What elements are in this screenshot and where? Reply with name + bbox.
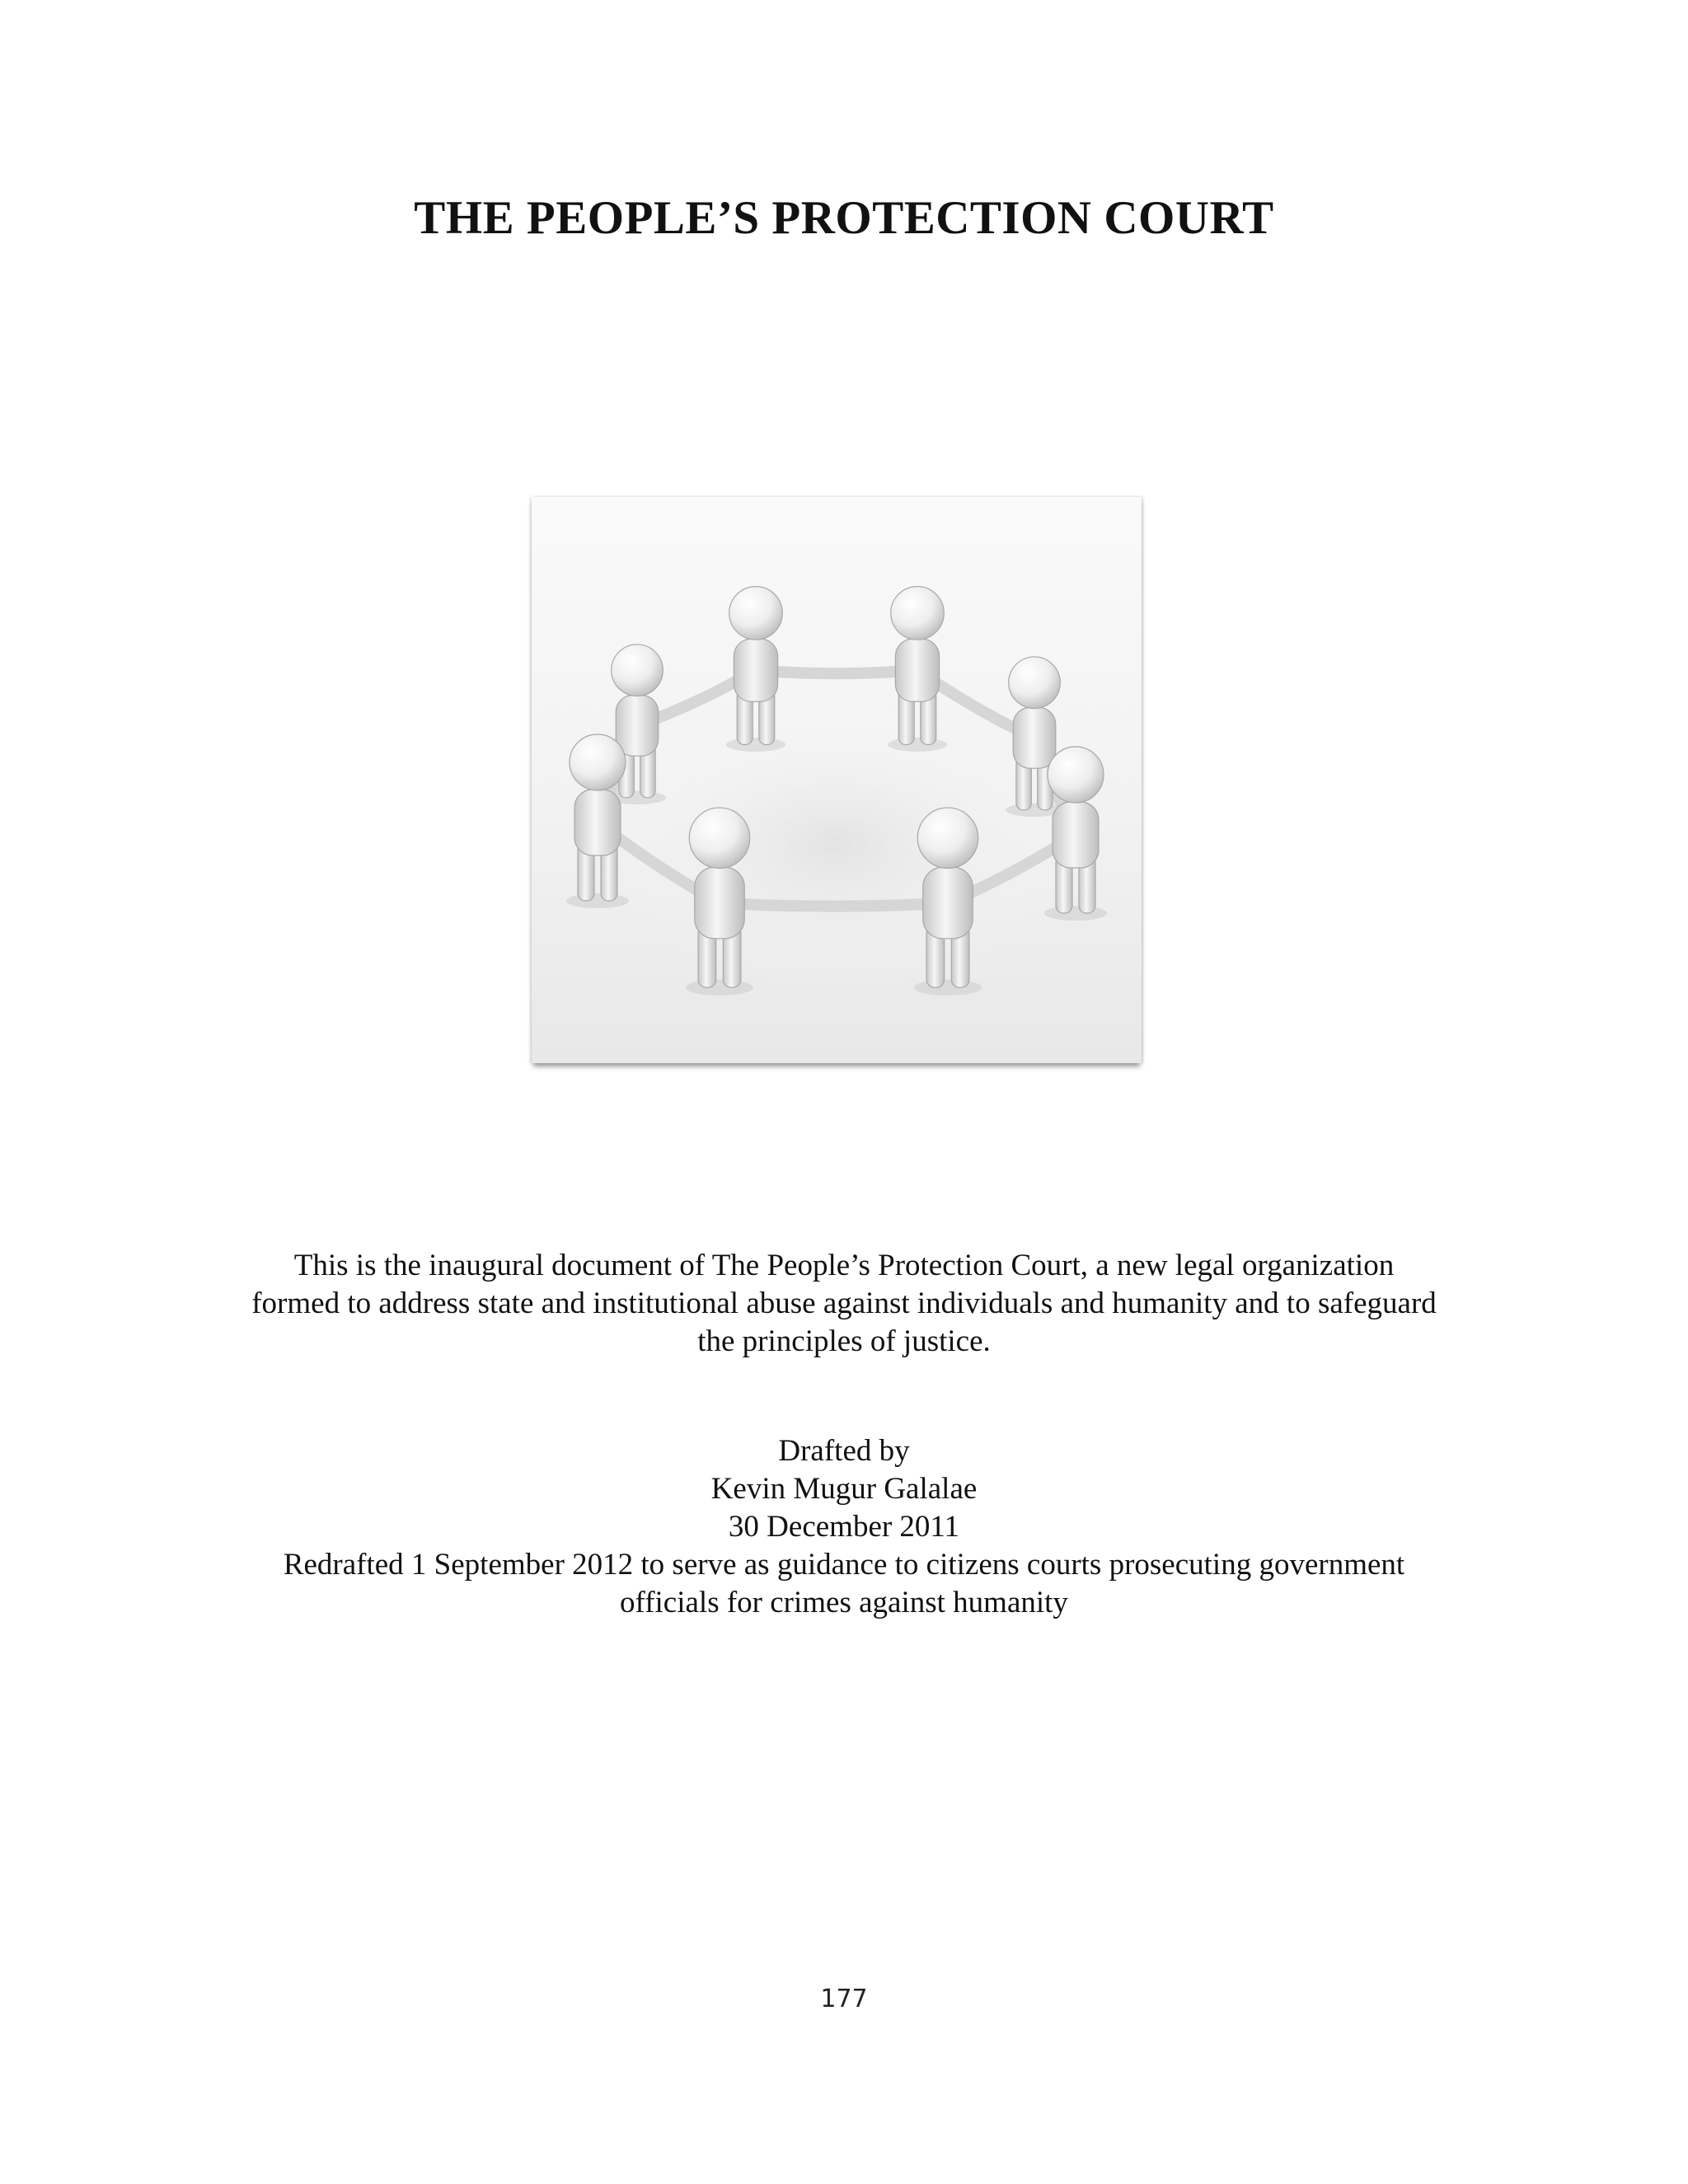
drafted-by-label: Drafted by bbox=[778, 1434, 910, 1468]
credits-block bbox=[0, 1432, 1688, 1622]
arm bbox=[720, 903, 948, 907]
people-circle-icon bbox=[532, 497, 1142, 1063]
intro-line: This is the inaugural document of The People’s Protection Court, a new legal organization bbox=[293, 1249, 1395, 1282]
draft-date: 30 December 2011 bbox=[728, 1510, 960, 1544]
author-name: Kevin Mugur Galalae bbox=[710, 1472, 978, 1506]
intro-line: formed to address state and institutional abuse against individuals and humanity and to safeguard bbox=[251, 1286, 1437, 1320]
arm bbox=[756, 670, 917, 673]
document-title: THE PEOPLE’S PROTECTION COURT bbox=[414, 192, 1274, 244]
intro-line: the principles of justice. bbox=[697, 1324, 991, 1358]
people-circle-illustration bbox=[532, 497, 1142, 1063]
redraft-line: Redrafted 1 September 2012 to serve as guidance to citizens courts prosecuting government bbox=[283, 1548, 1405, 1582]
intro-paragraph bbox=[0, 1247, 1688, 1361]
redraft-line: officials for crimes against humanity bbox=[620, 1586, 1068, 1619]
page-number: 177 bbox=[820, 1985, 868, 2013]
